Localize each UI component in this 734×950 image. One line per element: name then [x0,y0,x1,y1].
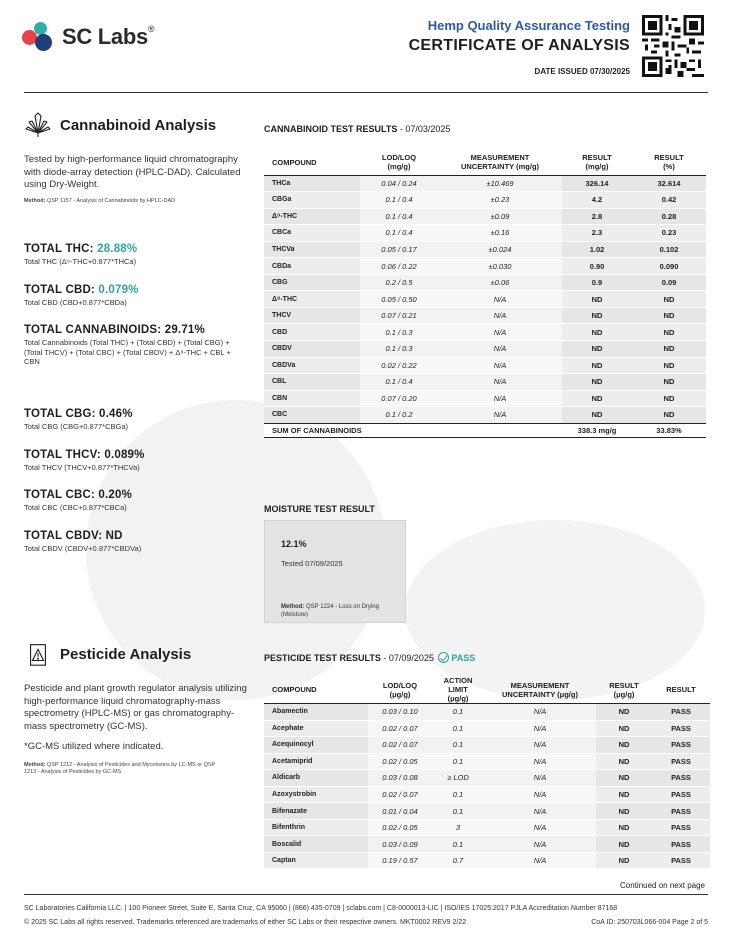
col-compound: COMPOUND [272,685,317,694]
table-cell: N/A [438,390,562,407]
table-cell: ≥ LOD [432,770,484,787]
table-cell: N/A [438,291,562,308]
table-row [264,704,710,721]
footer-line-2: © 2025 SC Labs all rights reserved. Trademarks referenced are trademarks of either SC Labs or their respective owners. MKT0002 REV9 2/22 CoA ID: 250703L066-004 Page 2 of 5 [24,919,708,926]
table-row [264,374,706,391]
table-row [264,753,710,770]
table-cell: PASS [652,737,710,754]
pesticide-table [264,676,710,869]
total-thcv: TOTAL THCV: 0.089% Total THCV (THCV+0.877*THCVa) [24,448,145,472]
table-cell: N/A [438,340,562,357]
totals-group-1 [24,243,246,367]
sum-label: SUM OF CANNABINOIDS [264,423,562,437]
pesticide-section [24,641,252,777]
table-cell: ND [632,291,706,308]
moisture-method: Method: QSP 1224 - Loss on Drying (Moisture) [281,604,379,618]
table-row [264,225,706,242]
moisture-tested-date: Tested 07/09/2025 [281,559,343,568]
table-cell: 0.23 [632,225,706,242]
table-row [264,208,706,225]
table-cell: PASS [652,852,710,869]
cannabinoid-table-heading: CANNABINOID TEST RESULTS - 07/03/2025 [264,124,451,134]
sum-of-cannabinoids-row [264,423,706,437]
table-cell: ND [596,836,652,853]
cannabis-leaf-icon [24,112,52,138]
table-cell: 0.1 / 0.3 [360,324,438,341]
table-cell: 0.07 / 0.21 [360,307,438,324]
table-cell: ND [562,324,632,341]
table-cell: THCV [264,307,360,324]
table-row [264,258,706,275]
table-cell: ND [632,340,706,357]
table-cell: CBG [264,274,360,291]
pesticide-table-heading: PESTICIDE TEST RESULTS - 07/09/2025 PASS [264,653,476,663]
table-cell: PASS [652,836,710,853]
table-row [264,192,706,209]
table-cell: ND [596,737,652,754]
table-cell: PASS [652,770,710,787]
total-cbc: TOTAL CBC: 0.20% Total CBC (CBC+0.877*CBCa) [24,489,132,512]
table-cell: CBL [264,374,360,391]
qr-code-icon[interactable] [642,15,704,77]
table-cell: CBCa [264,225,360,242]
table-row [264,307,706,324]
date-issued: DATE ISSUED 07/30/2025 [534,67,630,76]
table-cell: 1.02 [562,241,632,258]
table-cell: N/A [438,374,562,391]
table-cell: ND [562,374,632,391]
table-cell: 0.03 / 0.09 [368,836,432,853]
table-cell: Acetamiprid [264,753,368,770]
total-cbg: TOTAL CBG: 0.46% Total CBG (CBG+0.877*CBGa) [24,408,133,431]
table-cell: 0.1 / 0.4 [360,192,438,209]
table-cell: 4.2 [562,192,632,209]
table-cell: 0.1 [432,704,484,721]
table-cell: 0.1 [432,753,484,770]
table-cell: 0.02 / 0.05 [368,753,432,770]
table-cell: Abamectin [264,704,368,721]
total-cannabinoids: TOTAL CANNABINOIDS: 29.71% Total Cannabinoids (Total THC) + (Total CBD) + (Total CBG) + (Total THCV) + (Total CBC) + (Total CBDV) + Δ⁸-THC + CBL + CBN [24,324,231,366]
logo-mark-icon [22,22,56,52]
table-cell: ND [596,704,652,721]
table-cell: 2.8 [562,208,632,225]
table-cell: 0.2 / 0.5 [360,274,438,291]
sum-mg: 338.3 mg/g [562,423,632,437]
table-cell: 0.02 / 0.07 [368,720,432,737]
totals-group-2 [24,408,246,553]
table-cell: N/A [484,786,596,803]
cannabinoid-method: Method: QSP 1157 - Analysis of Cannabinoids by HPLC-DAD [24,197,176,204]
table-cell: 0.02 / 0.05 [368,819,432,836]
table-cell: ±0.16 [438,225,562,242]
table-cell: 0.1 / 0.4 [360,374,438,391]
pesticide-section-title: Pesticide Analysis [24,641,252,667]
table-cell: ND [632,357,706,374]
table-cell: N/A [484,770,596,787]
table-cell: ND [632,407,706,424]
table-cell: Bifenazate [264,803,368,820]
table-cell: ND [596,819,652,836]
bg-blob-right [405,520,705,700]
table-cell: 326.14 [562,175,632,192]
cannabinoid-section-title: Cannabinoid Analysis [24,112,246,138]
table-cell: 32.614 [632,175,706,192]
table-cell: CBDVa [264,357,360,374]
table-cell: Δ⁹-THC [264,208,360,225]
table-cell: Bifenthrin [264,819,368,836]
table-cell: Captan [264,852,368,869]
cannabinoid-results [264,124,450,134]
pesticide-results [264,652,475,663]
table-row [264,836,710,853]
table-row [264,803,710,820]
table-cell: ND [596,803,652,820]
table-row [264,274,706,291]
table-cell: 3 [432,819,484,836]
table-cell: Acequinocyl [264,737,368,754]
table-cell: 0.03 / 0.10 [368,704,432,721]
table-cell: N/A [438,324,562,341]
table-cell: ND [562,340,632,357]
table-cell: N/A [484,753,596,770]
table-cell: Aldicarb [264,770,368,787]
table-cell: N/A [484,720,596,737]
table-cell: Δ⁸-THC [264,291,360,308]
sum-pct: 33.83% [632,423,706,437]
table-cell: 0.04 / 0.24 [360,175,438,192]
cannabinoid-description: Tested by high-performance liquid chromatography with diode-array detection (HPLC-DAD). Calculated using Dry-Weight. [24,154,241,190]
table-cell: ND [632,324,706,341]
col-action-limit: ACTION LIMIT (μg/g) [443,676,473,703]
footer-line-1: SC Laboratories California LLC. | 100 Pioneer Street, Suite E, Santa Cruz, CA 95060 | (866) 435-0709 | sclabs.com | C8-0000013-LIC | ISO/IES 17025:2017 PJLA Accreditation Number 87168 [24,905,618,912]
table-cell: N/A [438,307,562,324]
table-row [264,175,706,192]
cannabinoid-table-body [264,175,706,423]
table-cell: 0.7 [432,852,484,869]
col-result-mg: RESULT (mg/g) [582,153,612,172]
header-divider [24,92,708,93]
page-header [0,0,734,92]
table-cell: N/A [438,407,562,424]
table-row [264,819,710,836]
col-result-pct: RESULT (%) [654,153,684,172]
table-row [264,720,710,737]
table-cell: 0.05 / 0.17 [360,241,438,258]
table-row [264,390,706,407]
col-uncertainty: MEASUREMENT UNCERTAINTY (mg/g) [460,153,540,172]
col-uncertainty: MEASUREMENT UNCERTAINTY (μg/g) [502,680,578,699]
table-cell: 0.1 [432,720,484,737]
table-cell: THCVa [264,241,360,258]
table-cell: 0.07 / 0.20 [360,390,438,407]
total-cbd: TOTAL CBD: 0.079% Total CBD (CBD+0.877*CBDa) [24,283,139,307]
table-cell: 0.03 / 0.08 [368,770,432,787]
table-cell: ND [632,307,706,324]
table-cell: ND [562,390,632,407]
table-cell: N/A [484,819,596,836]
table-cell: PASS [652,720,710,737]
continued-note: Continued on next page [620,881,705,890]
table-cell: PASS [652,803,710,820]
table-row [264,852,710,869]
table-cell: 0.19 / 0.57 [368,852,432,869]
qa-title: Hemp Quality Assurance Testing [427,18,630,33]
table-cell: 0.09 [632,274,706,291]
moisture-result-box [264,520,406,623]
table-cell: ND [562,291,632,308]
table-cell: 0.1 [432,803,484,820]
table-cell: N/A [484,852,596,869]
table-cell: CBN [264,390,360,407]
table-cell: 0.05 / 0.50 [360,291,438,308]
table-cell: 0.42 [632,192,706,209]
table-cell: Boscalid [264,836,368,853]
table-cell: ND [596,770,652,787]
table-cell: ND [632,390,706,407]
pesticide-table-header [264,676,710,704]
table-cell: 0.02 / 0.07 [368,737,432,754]
table-cell: THCa [264,175,360,192]
table-cell: N/A [484,803,596,820]
coa-title: CERTIFICATE OF ANALYSIS [408,37,630,54]
table-cell: ±0.23 [438,192,562,209]
table-row [264,241,706,258]
col-lodloq: LOD/LOQ (mg/g) [381,153,417,172]
table-cell: CBD [264,324,360,341]
table-cell: CBDa [264,258,360,275]
table-cell: ±10.469 [438,175,562,192]
table-row [264,786,710,803]
table-cell: 0.1 [432,786,484,803]
table-cell: 0.06 / 0.22 [360,258,438,275]
cannabinoid-table [264,150,706,438]
table-cell: 0.102 [632,241,706,258]
warning-flask-icon [24,641,52,667]
pass-badge: PASS [451,653,476,663]
table-cell: PASS [652,786,710,803]
table-cell: N/A [484,704,596,721]
table-cell: 0.01 / 0.04 [368,803,432,820]
col-lodloq: LOD/LOQ (μg/g) [382,680,418,699]
pesticide-method: Method: QSP 1212 - Analysis of Pesticides and Mycotoxins by LC-MS or QSP 1213 - Analysis of Pesticides by GC-MS [24,761,216,775]
table-cell: N/A [484,737,596,754]
table-cell: 0.1 [432,836,484,853]
pesticide-description: Pesticide and plant growth regulator analysis utilizing high-performance liquid chromatography-mass spectrometry (HPLC-MS) or gas chromatography-mass spectrometry (GC-MS). [24,683,247,732]
logo-text: SC Labs® [62,24,155,49]
table-cell: ND [596,720,652,737]
table-cell: 0.28 [632,208,706,225]
table-cell: ±0.06 [438,274,562,291]
moisture-heading: MOISTURE TEST RESULT [264,504,375,514]
header-titles [409,18,630,76]
table-row [264,357,706,374]
table-cell: 0.90 [562,258,632,275]
table-cell: Acephate [264,720,368,737]
col-compound: COMPOUND [272,157,317,167]
table-cell: PASS [652,704,710,721]
coa-id: CoA ID: 250703L066-004 Page 2 of 5 [591,919,708,926]
table-cell: ND [632,374,706,391]
total-thc: TOTAL THC: 28.88% Total THC (Δ⁹-THC+0.877*THCa) [24,243,138,266]
footer-divider [24,894,708,895]
table-cell: 0.1 [432,737,484,754]
table-cell: 0.9 [562,274,632,291]
col-result: RESULT [666,685,696,694]
table-cell: N/A [484,836,596,853]
pesticide-note: *GC-MS utilized where indicated. [24,741,164,752]
table-cell: 0.090 [632,258,706,275]
total-cbdv: TOTAL CBDV: ND Total CBDV (CBDV+0.877*CBDVa) [24,529,142,553]
table-row [264,407,706,424]
table-cell: 2.3 [562,225,632,242]
table-cell: 0.02 / 0.22 [360,357,438,374]
table-row [264,340,706,357]
col-result-ug: RESULT (μg/g) [609,680,639,699]
table-cell: 0.02 / 0.07 [368,786,432,803]
table-cell: CBC [264,407,360,424]
table-cell: ND [596,852,652,869]
table-cell: PASS [652,819,710,836]
table-cell: ±0.030 [438,258,562,275]
cannabinoid-table-header [264,150,706,175]
cannabinoid-section [24,112,246,204]
table-row [264,737,710,754]
table-cell: 0.1 / 0.3 [360,340,438,357]
table-cell: CBDV [264,340,360,357]
table-cell: 0.1 / 0.2 [360,407,438,424]
table-cell: ND [562,357,632,374]
table-cell: ND [562,307,632,324]
moisture-value: 12.1% [281,539,307,549]
table-cell: ±0.09 [438,208,562,225]
table-cell: 0.1 / 0.4 [360,208,438,225]
table-cell: Azoxystrobin [264,786,368,803]
table-cell: ND [562,407,632,424]
table-cell: ND [596,786,652,803]
table-cell: ND [596,753,652,770]
table-row [264,291,706,308]
table-cell: PASS [652,753,710,770]
table-row [264,324,706,341]
pass-check-icon [438,652,449,663]
table-cell: ±0.024 [438,241,562,258]
table-cell: CBGa [264,192,360,209]
table-cell: N/A [438,357,562,374]
sc-labs-logo [22,22,154,52]
table-cell: 0.1 / 0.4 [360,225,438,242]
table-row [264,770,710,787]
pesticide-table-body [264,704,710,869]
